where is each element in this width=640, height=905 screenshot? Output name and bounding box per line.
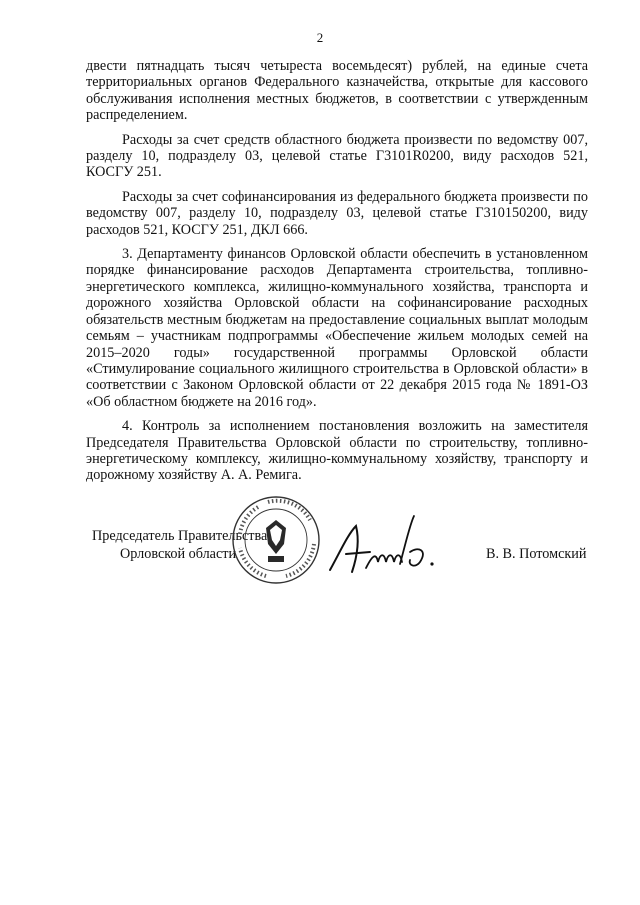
paragraph-item-4: 4. Контроль за исполнением постановления возложить на заместителя Председателя Правительства Орловской области по строительству, топливно-энергетическому комплексу, жилищно-коммунальному хозяйству, транспорту и дорожному хозяйству А. А. Ремига.	[86, 418, 588, 484]
signatory-title-line-2: Орловской области	[120, 546, 237, 562]
official-seal-icon	[230, 494, 322, 586]
paragraph-regional-expenses: Расходы за счет средств областного бюджета произвести по ведомству 007, разделу 10, подразделу 03, целевой статье Г3101R0200, виду расходов 521, КОСГУ 251.	[86, 131, 588, 181]
paragraph-item-3: 3. Департаменту финансов Орловской области обеспечить в установленном порядке финансирование расходов Департамента строительства, топливно-энергетического комплекса, жилищно-коммунального хозяйства, транспорта и дорожного хозяйства Орловской области на софинансирование расходных обязательств местным бюджетам на предоставление социальных выплат молодым семьям – участникам подпрограммы «Обеспечение жильем молодых семей на 2015–2020 годы» государственной программы Орловской области «Стимулирование социального жилищного строительства в Орловской области» в соответствии с Законом Орловской области от 22 декабря 2015 года № 1891-ОЗ «Об областном бюджете на 2016 год».	[86, 246, 588, 410]
paragraph-federal-cofinancing: Расходы за счет софинансирования из федерального бюджета произвести по ведомству 007, разделу 10, подразделу 03, целевой статье Г310150200, виду расходов 521, КОСГУ 251, ДКЛ 666.	[86, 188, 588, 238]
signatory-title-line-1: Председатель Правительства	[92, 528, 268, 544]
paragraph-continuation: двести пятнадцать тысяч четыреста восемьдесят) рублей, на единые счета территориальных органов Федерального казначейства, открытые для кассового обслуживания исполнения местных бюджетов, в соответствии с утвержденным распределением.	[86, 58, 588, 124]
handwritten-signature	[326, 512, 446, 584]
signatory-name: В. В. Потомский	[486, 546, 587, 562]
page-number: 2	[316, 30, 324, 45]
